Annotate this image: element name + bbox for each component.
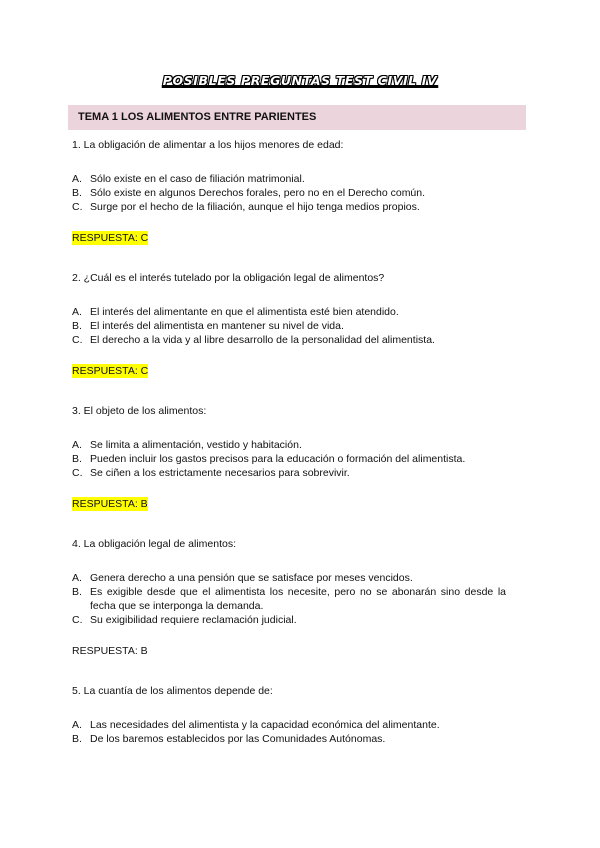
option-item: [72, 585, 506, 613]
option-item: [72, 466, 506, 480]
answer-label: RESPUESTA: B: [72, 498, 148, 510]
question-text: 1. La obligación de alimentar a los hijos menores de edad:: [72, 139, 344, 151]
option-item: [72, 333, 506, 347]
option-item: [72, 172, 506, 186]
option-item: [72, 319, 506, 333]
option-item: [72, 438, 506, 452]
option-item: [72, 613, 506, 627]
option-text: El interés del alimentante en que el alimentista esté bien atendido.: [90, 306, 399, 318]
question-block: [72, 271, 506, 378]
option-letter: B.: [72, 453, 82, 465]
option-letter: C.: [72, 334, 83, 346]
option-letter: B.: [72, 320, 82, 332]
option-item: [72, 452, 506, 466]
question-block: [72, 138, 506, 245]
answer-label: RESPUESTA: C: [72, 232, 149, 244]
option-letter: B.: [72, 733, 82, 745]
option-letter: C.: [72, 467, 83, 479]
option-item: [72, 200, 506, 214]
question-text: 3. El objeto de los alimentos:: [72, 405, 207, 417]
question-text: 4. La obligación legal de alimentos:: [72, 538, 237, 550]
options-list: [72, 438, 506, 480]
option-text: Su exigibilidad requiere reclamación judicial.: [90, 614, 297, 626]
option-letter: B.: [72, 187, 82, 199]
option-letter: B.: [72, 586, 82, 598]
option-text: Sólo existe en algunos Derechos forales, pero no en el Derecho común.: [90, 187, 426, 199]
option-text: Pueden incluir los gastos precisos para la educación o formación del alimentista.: [90, 453, 466, 465]
option-letter: C.: [72, 201, 83, 213]
option-text: El derecho a la vida y al libre desarrollo de la personalidad del alimentista.: [90, 334, 435, 346]
option-text: Sólo existe en el caso de filiación matrimonial.: [90, 173, 305, 185]
option-text: Genera derecho a una pensión que se satisface por meses vencidos.: [90, 572, 413, 584]
option-text: El interés del alimentista en mantener su nivel de vida.: [90, 320, 344, 332]
option-item: [72, 732, 506, 746]
options-list: [72, 571, 506, 627]
option-text: Es exigible desde que el alimentista los necesite, pero no se abonarán sino desde la fecha que se interponga la demanda.: [90, 586, 506, 612]
option-item: [72, 305, 506, 319]
option-letter: A.: [72, 572, 82, 584]
options-list: [72, 718, 506, 746]
section-heading: TEMA 1 LOS ALIMENTOS ENTRE PARIENTES: [68, 105, 526, 130]
option-text: Se limita a alimentación, vestido y habitación.: [90, 439, 302, 451]
option-item: [72, 571, 506, 585]
option-letter: A.: [72, 719, 82, 731]
option-text: De los baremos establecidos por las Comunidades Autónomas.: [90, 733, 386, 745]
answer-label: RESPUESTA: C: [72, 365, 149, 377]
option-item: [72, 718, 506, 732]
question-list: [72, 138, 506, 746]
answer-label: RESPUESTA: B: [72, 645, 148, 657]
option-letter: C.: [72, 614, 83, 626]
options-list: [72, 305, 506, 347]
page-title: POSIBLES PREGUNTAS TEST CIVIL IV: [162, 73, 438, 88]
option-letter: A.: [72, 439, 82, 451]
question-block: [72, 404, 506, 511]
option-letter: A.: [72, 306, 82, 318]
question-block: [72, 537, 506, 658]
question-text: 5. La cuantía de los alimentos depende de:: [72, 685, 273, 697]
option-letter: A.: [72, 173, 82, 185]
option-text: Se ciñen a los estrictamente necesarios para sobrevivir.: [90, 467, 350, 479]
options-list: [72, 172, 506, 214]
option-text: Surge por el hecho de la filiación, aunque el hijo tenga medios propios.: [90, 201, 420, 213]
option-text: Las necesidades del alimentista y la capacidad económica del alimentante.: [90, 719, 440, 731]
option-item: [72, 186, 506, 200]
question-block: [72, 684, 506, 746]
question-text: 2. ¿Cuál es el interés tutelado por la obligación legal de alimentos?: [72, 272, 385, 284]
